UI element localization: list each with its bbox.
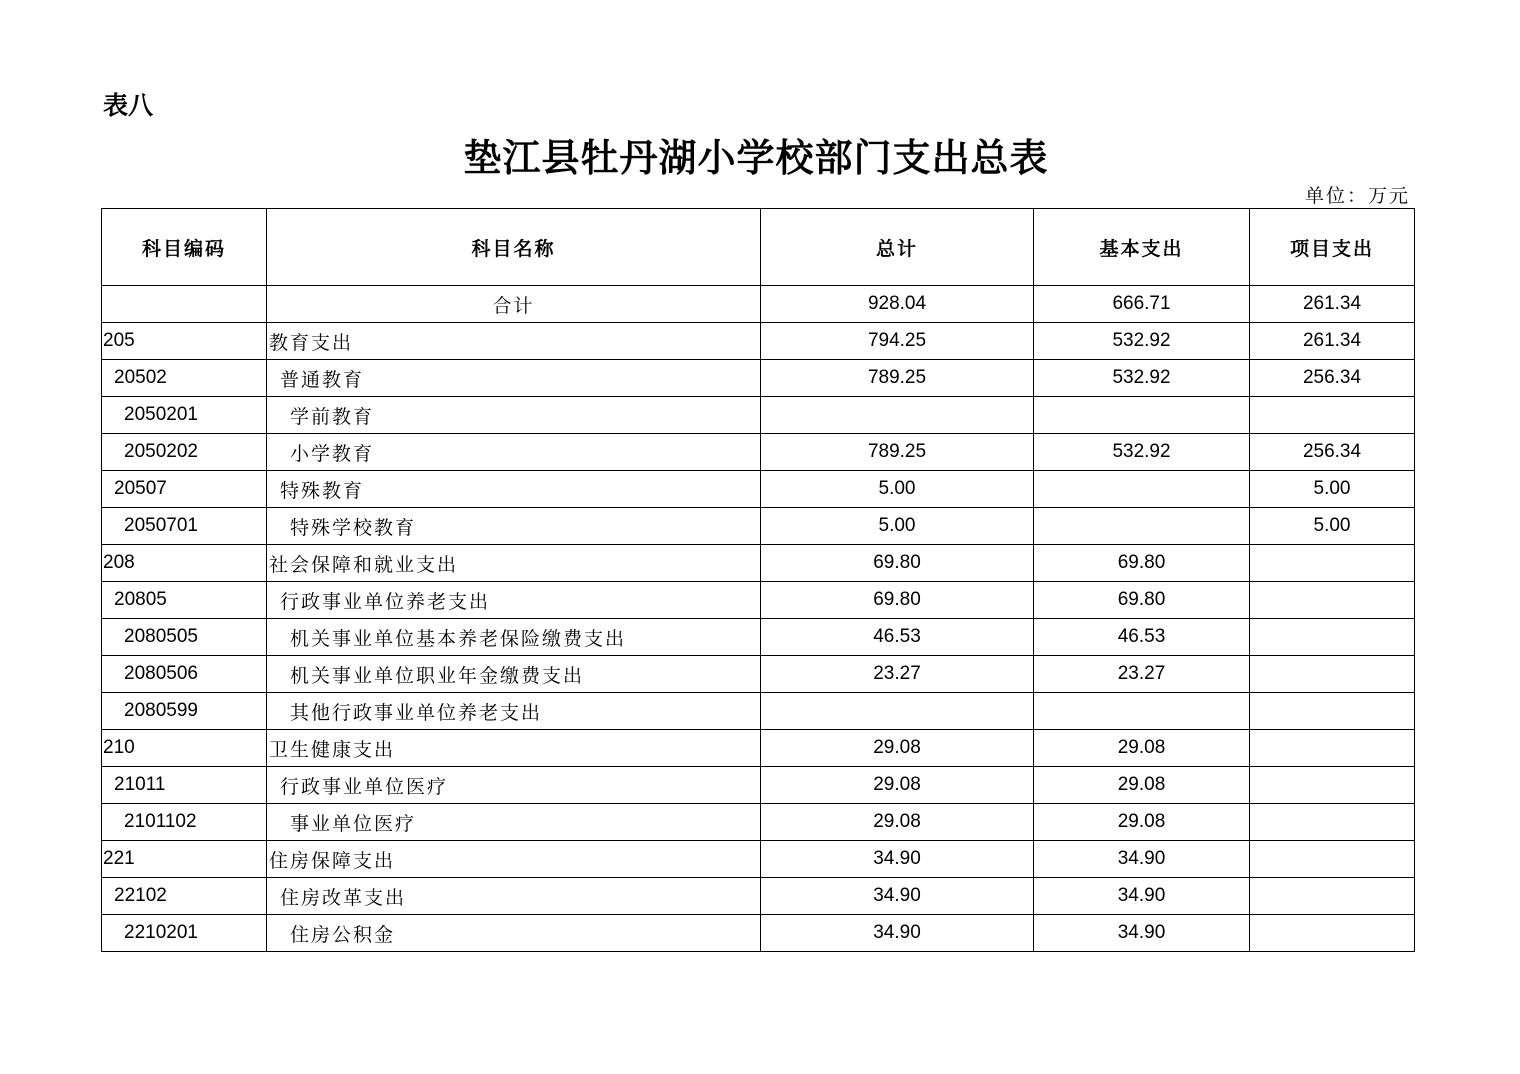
subject-name-cell: 学前教育: [267, 397, 761, 434]
table-number-label: 表八: [103, 91, 154, 120]
basic-cell: 29.08: [1034, 767, 1250, 804]
total-cell: 794.25: [761, 323, 1034, 360]
table-row: [102, 508, 1415, 545]
total-cell: 69.80: [761, 545, 1034, 582]
total-cell: 928.04: [761, 286, 1034, 323]
subject-name-cell: 合计: [267, 286, 761, 323]
basic-cell: 34.90: [1034, 841, 1250, 878]
subject-name-cell: 小学教育: [267, 434, 761, 471]
subject-code-cell: 22102: [102, 878, 267, 915]
total-cell: 29.08: [761, 767, 1034, 804]
subject-name-cell: 事业单位医疗: [267, 804, 761, 841]
header-subject-name: 科目名称: [267, 209, 761, 286]
basic-cell: [1034, 471, 1250, 508]
table-row: [102, 582, 1415, 619]
subject-code-cell: 2210201: [102, 915, 267, 952]
subject-code-cell: 208: [102, 545, 267, 582]
total-cell: 789.25: [761, 434, 1034, 471]
subject-code-cell: 2101102: [102, 804, 267, 841]
basic-cell: 29.08: [1034, 804, 1250, 841]
project-cell: 5.00: [1250, 471, 1415, 508]
total-cell: 69.80: [761, 582, 1034, 619]
project-cell: [1250, 545, 1415, 582]
total-cell: [761, 397, 1034, 434]
subject-name-cell: 卫生健康支出: [267, 730, 761, 767]
basic-cell: [1034, 508, 1250, 545]
subject-code-cell: 221: [102, 841, 267, 878]
table-row: [102, 730, 1415, 767]
table-row: [102, 878, 1415, 915]
document-title: 垫江县牡丹湖小学校部门支出总表: [463, 135, 1049, 180]
basic-cell: 23.27: [1034, 656, 1250, 693]
total-cell: 34.90: [761, 878, 1034, 915]
project-cell: [1250, 878, 1415, 915]
subject-name-cell: 教育支出: [267, 323, 761, 360]
project-cell: [1250, 730, 1415, 767]
subject-name-cell: 行政事业单位养老支出: [267, 582, 761, 619]
table-row: [102, 804, 1415, 841]
project-cell: 256.34: [1250, 434, 1415, 471]
basic-cell: 69.80: [1034, 582, 1250, 619]
total-cell: 29.08: [761, 804, 1034, 841]
subject-code-cell: 210: [102, 730, 267, 767]
table-header-row: [102, 209, 1415, 286]
subject-code-cell: 205: [102, 323, 267, 360]
total-cell: 5.00: [761, 508, 1034, 545]
subject-name-cell: 其他行政事业单位养老支出: [267, 693, 761, 730]
table-row: [102, 841, 1415, 878]
subject-code-cell: 2050201: [102, 397, 267, 434]
subject-code-cell: 21011: [102, 767, 267, 804]
subject-name-cell: 行政事业单位医疗: [267, 767, 761, 804]
project-cell: 256.34: [1250, 360, 1415, 397]
basic-cell: 532.92: [1034, 434, 1250, 471]
project-cell: 261.34: [1250, 286, 1415, 323]
project-cell: [1250, 767, 1415, 804]
subject-code-cell: 2080505: [102, 619, 267, 656]
basic-cell: 34.90: [1034, 878, 1250, 915]
basic-cell: 34.90: [1034, 915, 1250, 952]
table-row: [102, 397, 1415, 434]
subject-code-cell: 2080599: [102, 693, 267, 730]
project-cell: [1250, 915, 1415, 952]
basic-cell: 532.92: [1034, 360, 1250, 397]
header-project-expenditure: 项目支出: [1250, 209, 1415, 286]
subject-code-cell: 20502: [102, 360, 267, 397]
subject-name-cell: 机关事业单位职业年金缴费支出: [267, 656, 761, 693]
project-cell: [1250, 582, 1415, 619]
total-cell: 5.00: [761, 471, 1034, 508]
subject-name-cell: 特殊学校教育: [267, 508, 761, 545]
total-cell: 789.25: [761, 360, 1034, 397]
basic-cell: [1034, 693, 1250, 730]
table-row-total: [102, 286, 1415, 323]
table-row: [102, 915, 1415, 952]
subject-code-cell: [102, 286, 267, 323]
header-subject-code: 科目编码: [102, 209, 267, 286]
table-row: [102, 693, 1415, 730]
total-cell: 34.90: [761, 841, 1034, 878]
header-basic-expenditure: 基本支出: [1034, 209, 1250, 286]
table-row: [102, 545, 1415, 582]
subject-code-cell: 2050701: [102, 508, 267, 545]
subject-name-cell: 社会保障和就业支出: [267, 545, 761, 582]
total-cell: 23.27: [761, 656, 1034, 693]
table-row: [102, 656, 1415, 693]
total-cell: 46.53: [761, 619, 1034, 656]
subject-code-cell: 20507: [102, 471, 267, 508]
subject-code-cell: 2080506: [102, 656, 267, 693]
project-cell: 261.34: [1250, 323, 1415, 360]
basic-cell: 666.71: [1034, 286, 1250, 323]
basic-cell: [1034, 397, 1250, 434]
project-cell: [1250, 656, 1415, 693]
subject-name-cell: 特殊教育: [267, 471, 761, 508]
project-cell: [1250, 841, 1415, 878]
subject-name-cell: 住房公积金: [267, 915, 761, 952]
basic-cell: 29.08: [1034, 730, 1250, 767]
total-cell: 34.90: [761, 915, 1034, 952]
basic-cell: 532.92: [1034, 323, 1250, 360]
basic-cell: 46.53: [1034, 619, 1250, 656]
table-row: [102, 471, 1415, 508]
project-cell: [1250, 693, 1415, 730]
project-cell: [1250, 397, 1415, 434]
subject-name-cell: 机关事业单位基本养老保险缴费支出: [267, 619, 761, 656]
project-cell: [1250, 619, 1415, 656]
subject-code-cell: 20805: [102, 582, 267, 619]
table-row: [102, 360, 1415, 397]
table-row: [102, 434, 1415, 471]
subject-name-cell: 住房保障支出: [267, 841, 761, 878]
total-cell: [761, 693, 1034, 730]
subject-code-cell: 2050202: [102, 434, 267, 471]
header-total: 总计: [761, 209, 1034, 286]
table-row: [102, 323, 1415, 360]
table-row: [102, 767, 1415, 804]
project-cell: 5.00: [1250, 508, 1415, 545]
table-row: [102, 619, 1415, 656]
subject-name-cell: 住房改革支出: [267, 878, 761, 915]
basic-cell: 69.80: [1034, 545, 1250, 582]
subject-name-cell: 普通教育: [267, 360, 761, 397]
total-cell: 29.08: [761, 730, 1034, 767]
expenditure-table: [101, 208, 1415, 952]
project-cell: [1250, 804, 1415, 841]
unit-label: 单位：万元: [1304, 185, 1410, 207]
